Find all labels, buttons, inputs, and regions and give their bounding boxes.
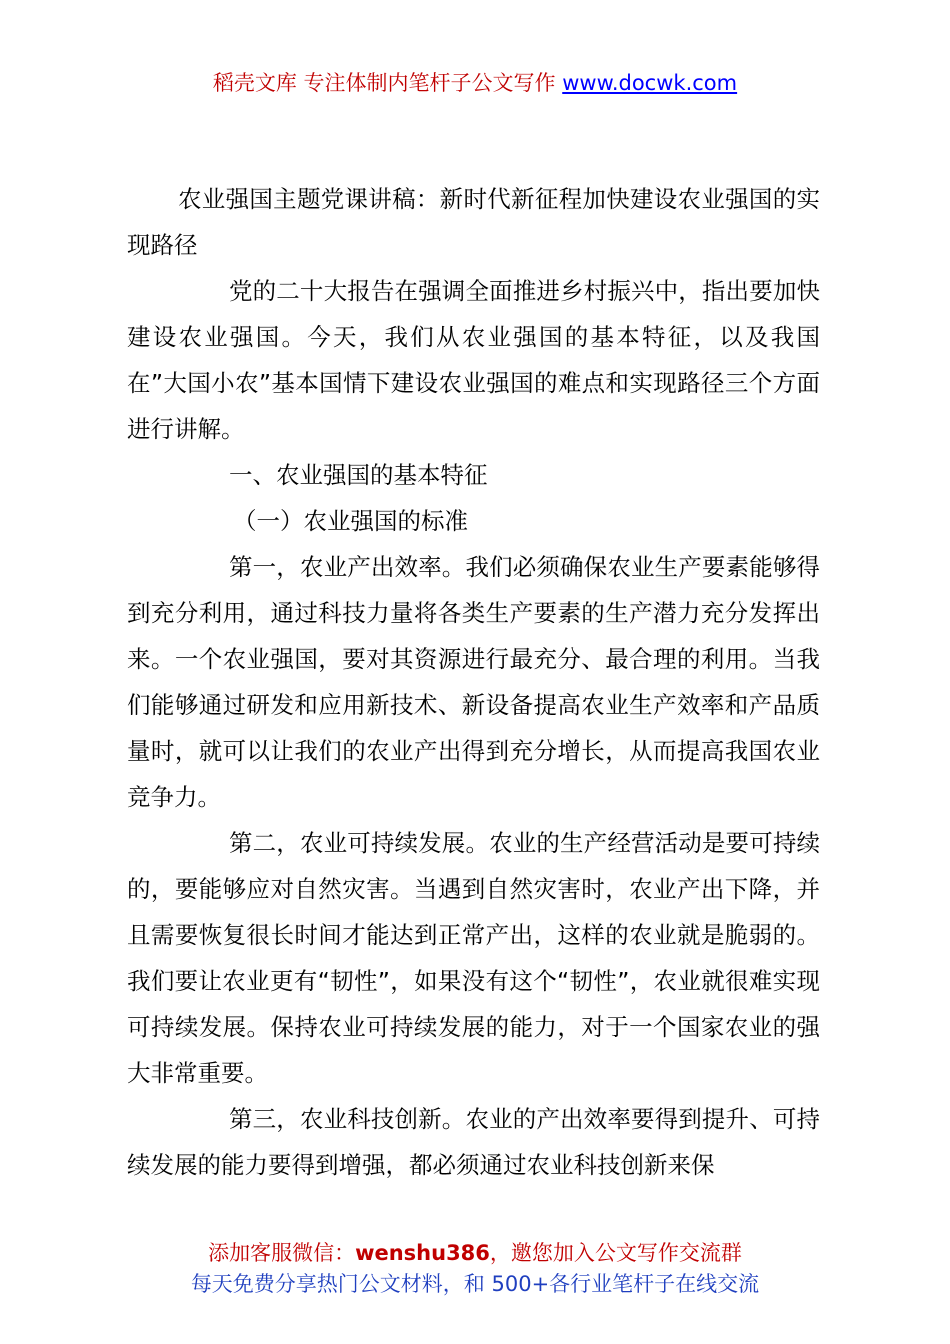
footer-promo-line: 每天免费分享热门公文材料，和 500+各行业笔杆子在线交流 (190, 1272, 760, 1296)
document-body (127, 176, 820, 1188)
footer-contact-prefix: 添加客服微信： (208, 1241, 356, 1265)
header-website-link[interactable]: www.docwk.com (562, 71, 738, 95)
footer-contact-line (0, 1238, 950, 1269)
section-heading: 一、农业强国的基本特征 (229, 461, 488, 489)
paragraph-second-point: 第二，农业可持续发展。农业的生产经营活动是要可持续的，要能够应对自然灾害。当遇到自然灾害时，农业产出下降，并且需要恢复很长时间才能达到正常产出，这样的农业就是脆弱的。我们要让农业更有“韧性”，如果没有这个“韧性”，农业就很难实现可持续发展。保持农业可持续发展的能力，对于一个国家农业的强大非常重要。 (127, 829, 820, 1087)
header-brand: 稻壳文库 专注体制内笔杆子公文写作 (212, 71, 563, 95)
page-header (0, 66, 950, 100)
footer-wechat-id: wenshu386 (355, 1241, 490, 1265)
paragraph-third-point: 第三，农业科技创新。农业的产出效率要得到提升、可持续发展的能力要得到增强，都必须通过农业科技创新来保 (127, 1105, 820, 1179)
page-footer (0, 1238, 950, 1300)
subsection-heading: （一）农业强国的标准 (233, 507, 468, 535)
paragraph-intro: 党的二十大报告在强调全面推进乡村振兴中，指出要加快建设农业强国。今天，我们从农业强国的基本特征，以及我国在”大国小农”基本国情下建设农业强国的难点和实现路径三个方面进行讲解。 (127, 277, 820, 443)
paragraph-first-point: 第一，农业产出效率。我们必须确保农业生产要素能够得到充分利用，通过科技力量将各类生产要素的生产潜力充分发挥出来。一个农业强国，要对其资源进行最充分、最合理的利用。当我们能够通过研发和应用新技术、新设备提高农业生产效率和产品质量时，就可以让我们的农业产出得到充分增长，从而提高我国农业竞争力。 (127, 553, 820, 811)
footer-contact-suffix: ，邀您加入公文写作交流群 (489, 1241, 742, 1265)
document-title: 农业强国主题党课讲稿：新时代新征程加快建设农业强国的实现路径 (127, 185, 820, 259)
